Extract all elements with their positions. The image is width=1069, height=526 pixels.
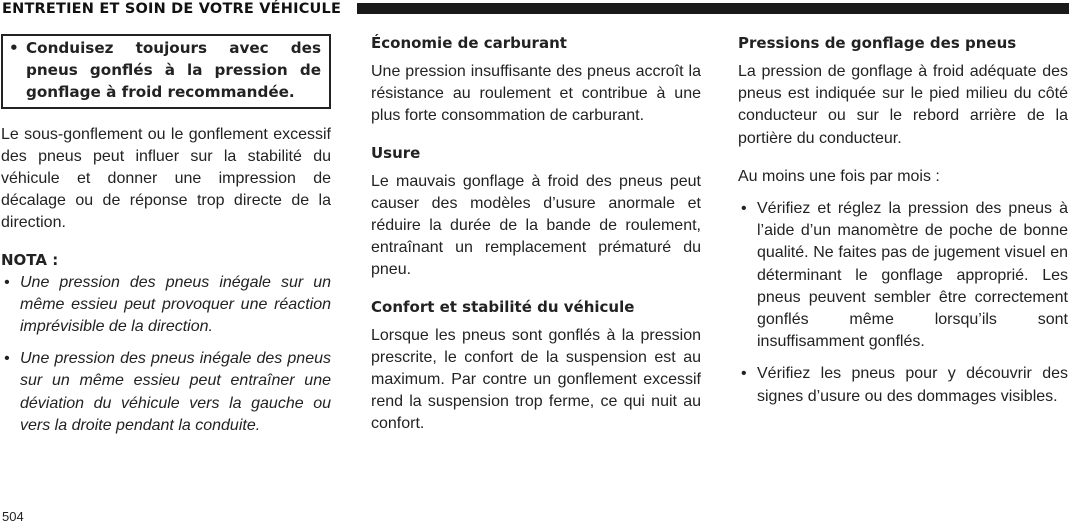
note-list bbox=[1, 272, 331, 437]
list-intro: Au moins une fois par mois : bbox=[738, 167, 940, 185]
column-middle bbox=[371, 34, 701, 436]
note-item: • Une pression des pneus inégale sur un même essieu peut provoquer une réaction imprévisible de la direction. bbox=[1, 272, 331, 339]
warning-text: • Conduisez toujours avec des pneus gonflés à la pression de gonflage à froid recommandée. bbox=[7, 37, 321, 104]
section-heading: Confort et stabilité du véhicule bbox=[371, 297, 635, 316]
section-heading: Économie de carburant bbox=[371, 34, 567, 52]
section-text: Le mauvais gonflage à froid des pneus peut causer des modèles d’usure anormale et réduire la durée de la bande de roulement, entraînant un remplacement prématuré du pneu. bbox=[371, 172, 701, 279]
body-paragraph: Le sous-gonflement ou le gonflement excessif des pneus peut influer sur la stabilité du véhicule et donner une impression de décalage ou de réponse trop directe de la direction. bbox=[1, 125, 331, 232]
section-text: Une pression insuffisante des pneus accroît la résistance au roulement et contribue à une plus forte consommation de carburant. bbox=[371, 63, 701, 125]
section-text: Lorsque les pneus sont gonflés à la pression prescrite, le confort de la suspension est au maximum. Par contre un gonflement excessif rend la suspension trop ferme, ce qui nuit au confort. bbox=[371, 326, 701, 433]
warning-box bbox=[1, 34, 331, 109]
section-heading: Usure bbox=[371, 143, 421, 162]
note-item: • Une pression des pneus inégale des pneus sur un même essieu peut entraîner une déviation du véhicule vers la gauche ou vers la droite pendant la conduite. bbox=[1, 348, 331, 437]
list-item: • Vérifiez et réglez la pression des pneus à l’aide d’un manomètre de poche de bonne qualité. Ne faites pas de jugement visuel en déterminant le gonflage approprié. Les pneus peuvent sembler être correctement gonflés même lorsqu’ils sont insuffisamment gonflés. bbox=[738, 198, 1068, 353]
check-list bbox=[738, 198, 1068, 408]
page-header bbox=[0, 0, 1069, 18]
header-bar bbox=[357, 3, 1069, 14]
page-number: 504 bbox=[2, 509, 24, 524]
note-title: NOTA : bbox=[1, 250, 59, 269]
column-right bbox=[738, 34, 1068, 418]
column-left bbox=[1, 34, 331, 447]
section-text: La pression de gonflage à froid adéquate des pneus est indiquée sur le pied milieu du côté conducteur ou sur le rebord arrière de la portière du conducteur. bbox=[738, 63, 1068, 147]
list-item: • Vérifiez les pneus pour y découvrir des signes d’usure ou des dommages visibles. bbox=[738, 363, 1068, 407]
section-heading: Pressions de gonflage des pneus bbox=[738, 34, 1017, 52]
section-title: ENTRETIEN ET SOIN DE VOTRE VÉHICULE bbox=[2, 1, 342, 17]
note-block bbox=[1, 251, 331, 437]
